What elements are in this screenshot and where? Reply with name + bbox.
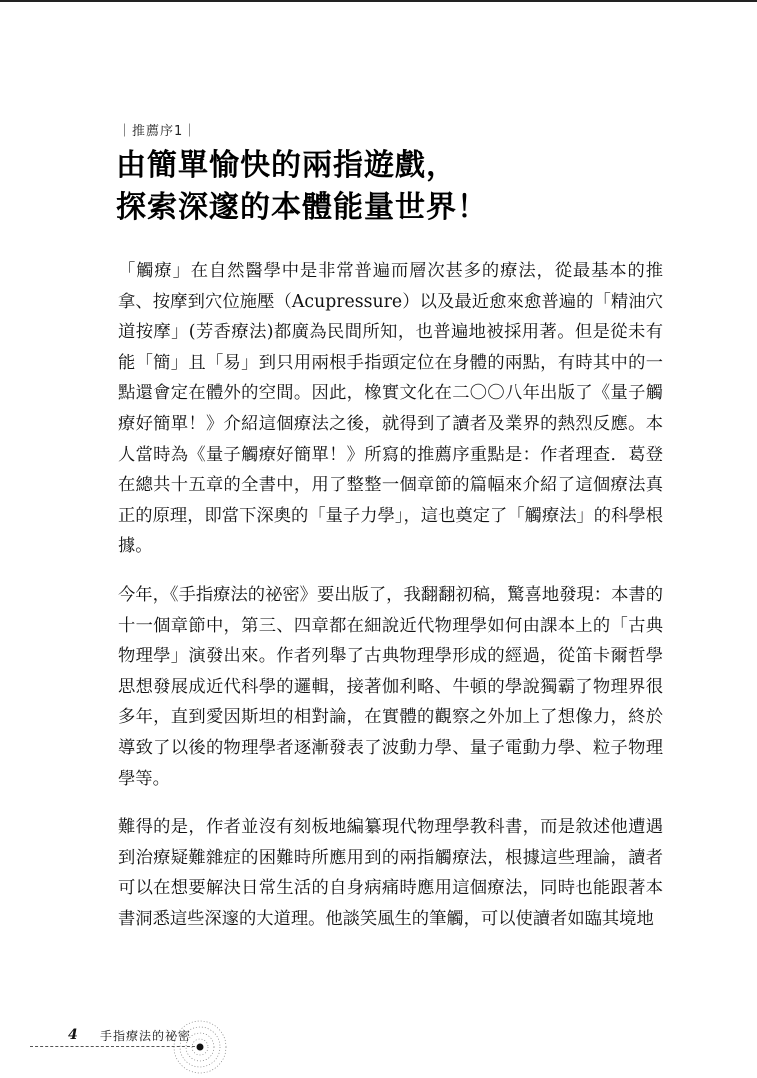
section-kicker: ｜推薦序1｜ xyxy=(118,124,198,139)
paragraph-3: 難得的是，作者並沒有刻板地編纂現代物理學教科書，而是敘述他遭遇到治療疑難雜症的困難時所應用到的兩指觸療法，根據這些理論，讀者可以在想要解決日常生活的自身病痛時應用這個療法，同時也能跟著本書洞悉這些深邃的大道理。他談笑風生的筆觸，可以使讀者如臨其境地 xyxy=(118,817,663,929)
running-book-title: 手指療法的祕密 xyxy=(100,1029,192,1043)
top-border xyxy=(0,0,757,2)
page-footer xyxy=(0,1018,757,1078)
body-text xyxy=(118,256,663,952)
paragraph-1: 「觸療」在自然醫學中是非常普遍而層次甚多的療法，從最基本的推拿、按摩到穴位施壓（Acupressure）以及最近愈來愈普遍的「精油穴道按摩」(芳香療法)都廣為民間所知，也普遍地被採用著。但是從未有能「簡」且「易」到只用兩根手指頭定位在身體的兩點，有時其中的一點還會定在體外的空間。因此，橡實文化在二〇〇八年出版了《量子觸療好簡單！》介紹這個療法之後，就得到了讀者及業界的熱烈反應。本人當時為《量子觸療好簡單！》所寫的推薦序重點是：作者理查．葛登在總共十五章的全書中，用了整整一個章節的篇幅來介紹了這個療法真正的原理，即當下深奧的「量子力學」，這也奠定了「觸療法」的科學根據。 xyxy=(118,261,663,557)
title-line-1: 由簡單愉快的兩指遊戲， xyxy=(116,148,457,183)
paragraph-2: 今年，《手指療法的祕密》要出版了，我翻翻初稿，驚喜地發現：本書的十一個章節中，第三、四章都在細說近代物理學如何由課本上的「古典物理學」演發出來。作者列舉了古典物理學形成的經過，從笛卡爾哲學思想發展成近代科學的邏輯，接著伽利略、牛頓的學說獨霸了物理界很多年，直到愛因斯坦的相對論，在實體的觀察之外加上了想像力，終於導致了以後的物理學者逐漸發表了波動力學、量子電動力學、粒子物理學等。 xyxy=(118,584,663,789)
chapter-title xyxy=(116,145,696,229)
decorative-orb-icon xyxy=(170,1018,234,1078)
page-number: 4 xyxy=(68,1027,78,1043)
title-line-2: 探索深邃的本體能量世界！ xyxy=(116,190,488,225)
